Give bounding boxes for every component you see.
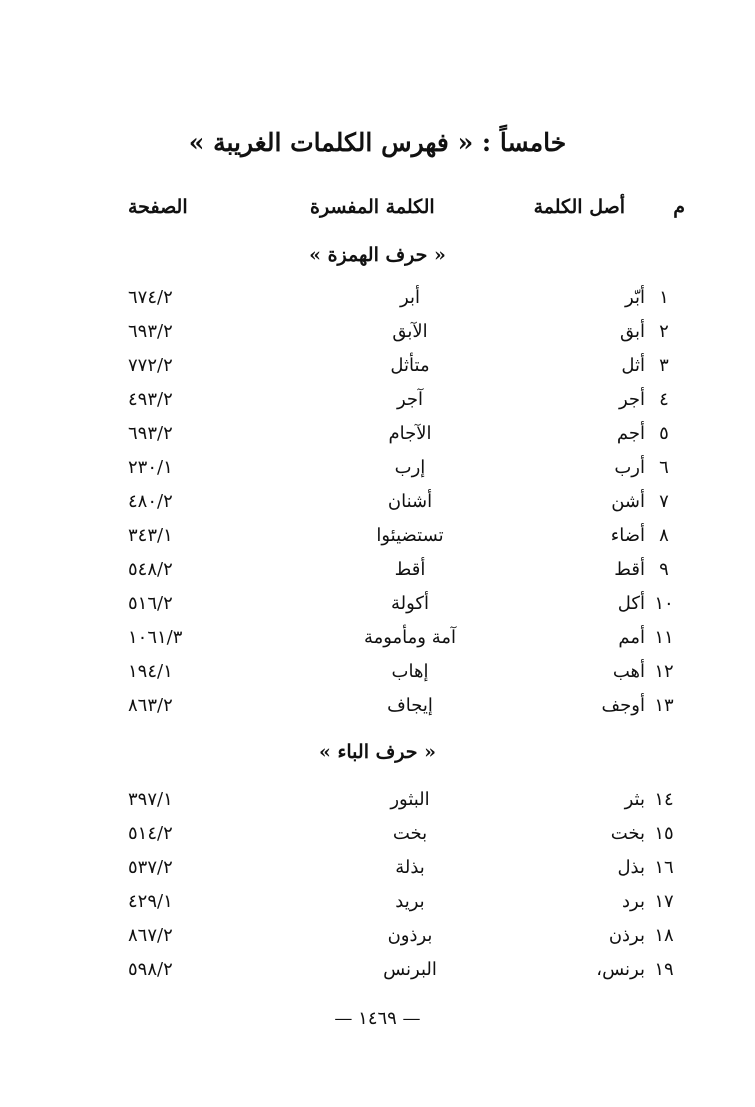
row-num: ٧ <box>659 491 669 512</box>
row-root: أوجف <box>601 695 645 716</box>
table-row <box>0 627 755 657</box>
row-word: إهاب <box>391 661 429 682</box>
row-page: ٤٢٩/١ <box>128 891 173 912</box>
row-word: أشنان <box>387 491 433 512</box>
table-row <box>0 287 755 317</box>
page-number: — ١٤٦٩ — <box>334 1008 421 1029</box>
table-row <box>0 525 755 555</box>
header-num: م <box>673 196 685 218</box>
row-num: ١٣ <box>654 695 674 716</box>
row-word: متأثل <box>390 355 430 376</box>
row-num: ٥ <box>659 423 669 444</box>
header-root: أصل الكلمة <box>533 196 625 218</box>
row-page: ٥٤٨/٢ <box>128 559 173 580</box>
row-page: ٢٣٠/١ <box>128 457 173 478</box>
row-num: ٨ <box>659 525 669 546</box>
row-word: بذلة <box>395 857 425 878</box>
row-word: البرنس <box>383 959 437 980</box>
table-row <box>0 389 755 419</box>
header-page: الصفحة <box>128 196 188 218</box>
row-word: أكولة <box>390 593 429 614</box>
row-num: ٣ <box>659 355 669 376</box>
section-heading-hamza: « حرف الهمزة » <box>309 244 446 266</box>
row-root: برد <box>622 891 645 912</box>
row-root: أقط <box>614 559 645 580</box>
row-page: ٥١٤/٢ <box>128 823 173 844</box>
row-word: بخت <box>392 823 428 844</box>
row-word: إيجاف <box>387 695 433 716</box>
row-root: برذن <box>608 925 645 946</box>
table-row <box>0 321 755 351</box>
row-root: أرب <box>614 457 645 478</box>
row-word: بريد <box>395 891 425 912</box>
table-row <box>0 857 755 887</box>
table-row <box>0 823 755 853</box>
row-num: ٦ <box>659 457 669 478</box>
page-title: خامساً : « فهرس الكلمات الغريبة » <box>188 128 567 157</box>
row-page: ٧٧٢/٢ <box>128 355 173 376</box>
row-root: أهب <box>612 661 645 682</box>
row-page: ٨٦٧/٢ <box>128 925 173 946</box>
row-root: أجم <box>616 423 645 444</box>
table-row <box>0 959 755 989</box>
table-row <box>0 423 755 453</box>
table-row <box>0 925 755 955</box>
row-num: ١١ <box>654 627 674 648</box>
row-page: ٥٩٨/٢ <box>128 959 173 980</box>
row-root: بذل <box>617 857 645 878</box>
table-row <box>0 457 755 487</box>
row-root: أبق <box>619 321 645 342</box>
row-word: تستضيئوا <box>376 525 444 546</box>
row-word: إرب <box>394 457 426 478</box>
row-num: ١٨ <box>654 925 674 946</box>
row-root: أجر <box>618 389 645 410</box>
row-word: أبر <box>400 287 420 308</box>
row-word: الآجام <box>388 423 432 444</box>
row-page: ٦٧٤/٢ <box>128 287 173 308</box>
row-num: ١٠ <box>654 593 674 614</box>
row-num: ١٩ <box>654 959 674 980</box>
table-row <box>0 789 755 819</box>
row-word: برذون <box>387 925 433 946</box>
row-root: أشن <box>611 491 645 512</box>
table-row <box>0 559 755 589</box>
table-row <box>0 695 755 725</box>
row-page: ٣٩٧/١ <box>128 789 173 810</box>
row-num: ١٤ <box>654 789 674 810</box>
row-page: ٥٣٧/٢ <box>128 857 173 878</box>
row-root: بخت <box>610 823 645 844</box>
table-row <box>0 355 755 385</box>
row-word: آجر <box>396 389 424 410</box>
row-num: ٤ <box>659 389 669 410</box>
table-row <box>0 891 755 921</box>
row-word: أقط <box>394 559 426 580</box>
row-page: ٣٤٣/١ <box>128 525 173 546</box>
row-root: أمم <box>618 627 645 648</box>
row-page: ٤٨٠/٢ <box>128 491 173 512</box>
row-num: ١٢ <box>654 661 674 682</box>
row-page: ١٠٦١/٣ <box>128 627 183 648</box>
row-num: ١٧ <box>654 891 674 912</box>
row-root: بثر <box>624 789 645 810</box>
row-page: ٦٩٣/٢ <box>128 423 173 444</box>
row-page: ٦٩٣/٢ <box>128 321 173 342</box>
row-root: أثل <box>621 355 645 376</box>
section-heading-ba: « حرف الباء » <box>318 741 437 763</box>
row-word: الآبق <box>392 321 428 342</box>
row-root: أبّر <box>625 287 645 308</box>
row-page: ٤٩٣/٢ <box>128 389 173 410</box>
row-word: آمة ومأمومة <box>363 627 457 648</box>
row-num: ١٦ <box>654 857 674 878</box>
table-row <box>0 491 755 521</box>
row-num: ١ <box>659 287 669 308</box>
row-root: أضاء <box>610 525 645 546</box>
header-word: الكلمة المفسرة <box>310 196 435 218</box>
row-num: ٢ <box>659 321 669 342</box>
row-page: ١٩٤/١ <box>128 661 173 682</box>
row-page: ٥١٦/٢ <box>128 593 173 614</box>
row-page: ٨٦٣/٢ <box>128 695 173 716</box>
table-row <box>0 593 755 623</box>
row-num: ٩ <box>659 559 669 580</box>
table-row <box>0 661 755 691</box>
row-num: ١٥ <box>654 823 674 844</box>
row-word: البثور <box>390 789 430 810</box>
row-root: أكل <box>617 593 645 614</box>
row-root: برنس، <box>596 959 645 980</box>
